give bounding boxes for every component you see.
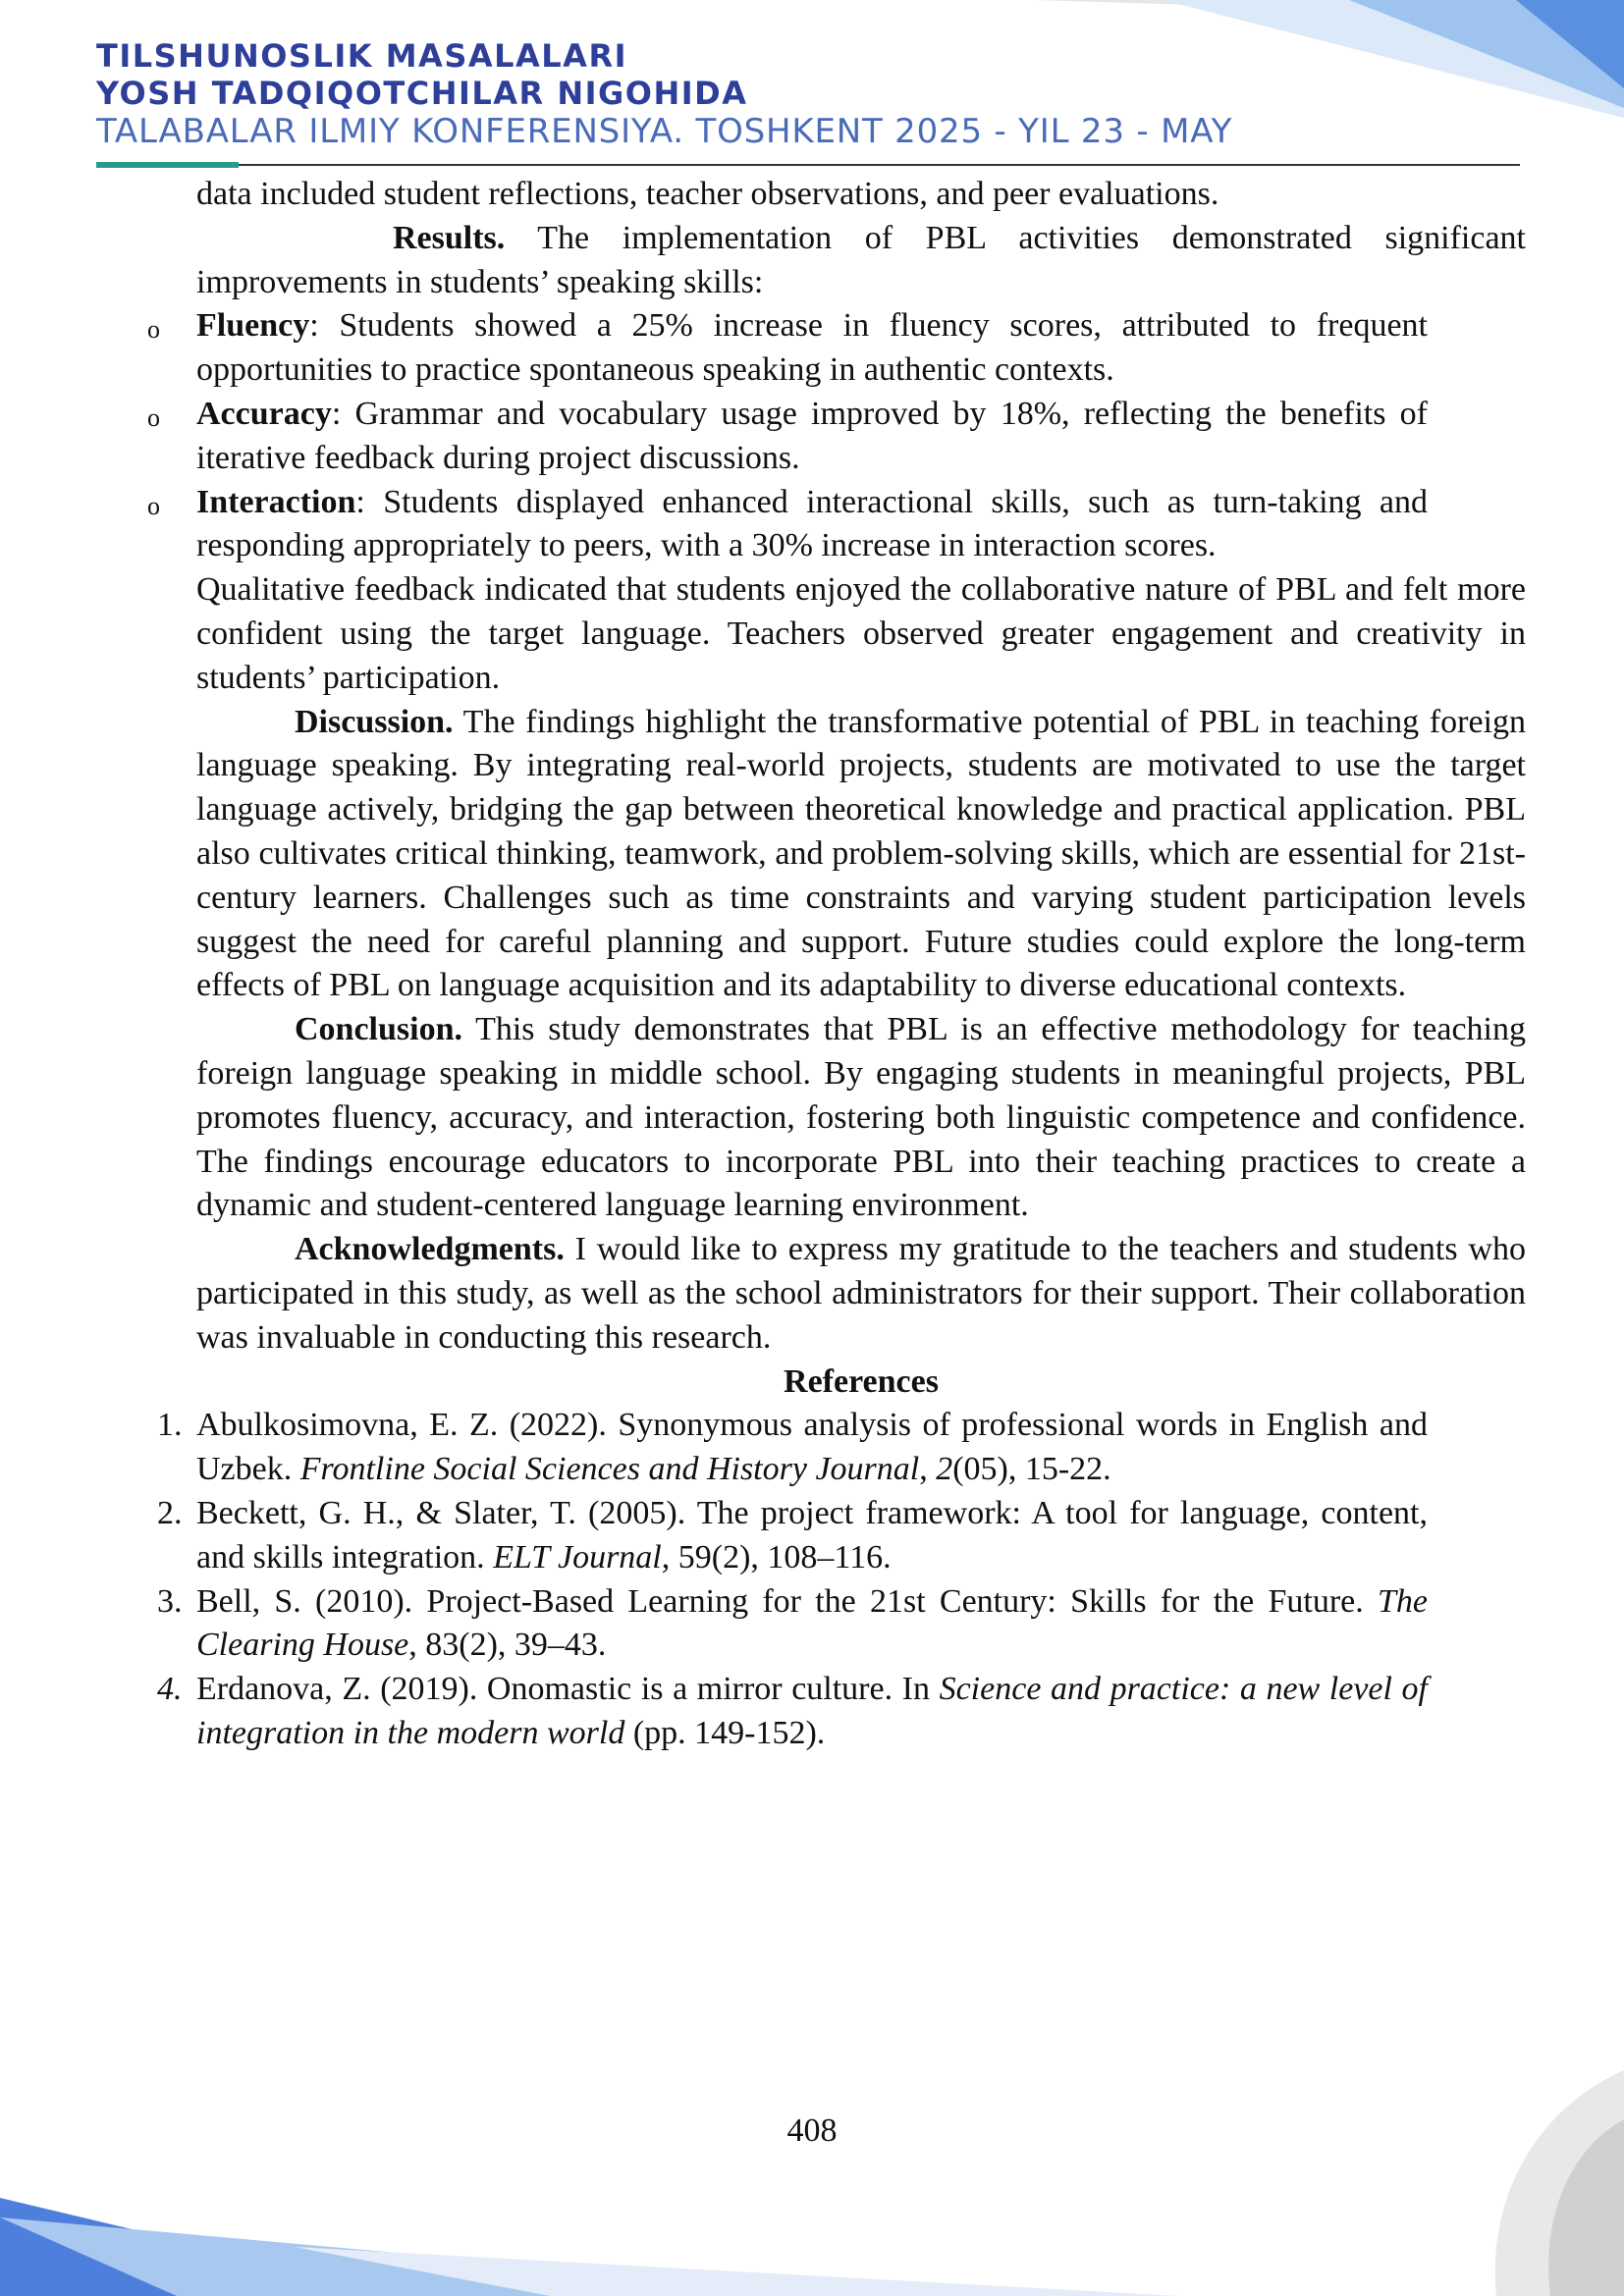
bullet-text: : Students showed a 25% increase in fluency scores, attributed to frequent opportunities to practice spontaneous speaking in authentic contexts. <box>196 307 1428 389</box>
results-heading: Results. <box>393 219 506 256</box>
reference-text: , <box>919 1451 937 1488</box>
reference-text: Erdanova, Z. (2019). Onomastic is a mirror culture. In <box>196 1671 940 1708</box>
header-title-line1: TILSHUNOSLIK MASALALARI <box>96 37 627 75</box>
reference-journal: The Clearing House <box>196 1582 1428 1664</box>
reference-journal: Frontline Social Sciences and History Journal <box>299 1451 920 1488</box>
conference-header <box>96 37 1232 151</box>
conclusion-heading: Conclusion. <box>295 1011 462 1048</box>
reference-text: (pp. 149-152). <box>624 1714 826 1751</box>
footer-decoration-right <box>1300 2070 1624 2296</box>
list-item <box>98 393 1428 481</box>
reference-number: 2. <box>157 1494 183 1531</box>
reference-text: Beckett, G. H., & Slater, T. (2005). The project framework: A tool for language, content, and skills integration. <box>196 1494 1428 1575</box>
reference-item <box>98 1404 1428 1492</box>
bullet-term: Accuracy <box>196 395 332 432</box>
paragraph-conclusion <box>196 1008 1526 1228</box>
reference-journal: ELT Journal <box>493 1538 662 1575</box>
reference-number: 4. <box>157 1671 183 1708</box>
reference-book-title: Science and practice: a new level of integration in the modern world <box>196 1671 1428 1751</box>
bullet-text: : Grammar and vocabulary usage improved by 18%, reflecting the benefits of iterative feedback during project discussions. <box>196 395 1428 476</box>
paragraph-discussion <box>196 701 1526 1009</box>
references-title-text: References <box>784 1362 939 1400</box>
paragraph-qualitative: Qualitative feedback indicated that students enjoyed the collaborative nature of PBL and felt more confident using the target language. Teachers observed greater engagement and creativity in students’ participation. <box>196 571 1526 696</box>
results-text: The implementation of PBL activities demonstrated significant improvements in students’ speaking skills: <box>196 219 1526 300</box>
bullet-term: Interaction <box>196 483 356 520</box>
reference-number: 1. <box>157 1407 183 1444</box>
reference-text: (05), 15-22. <box>952 1451 1111 1488</box>
reference-item <box>98 1492 1428 1580</box>
bullet-marker: o <box>147 315 160 345</box>
header-rule-accent <box>96 162 239 168</box>
paragraph-results <box>196 217 1526 305</box>
references-title <box>196 1361 1526 1405</box>
reference-text: Bell, S. (2010). Project-Based Learning for the 21st Century: Skills for the Future. <box>196 1582 1378 1620</box>
page-number: 408 <box>786 2112 838 2149</box>
bullet-marker: o <box>147 402 160 432</box>
header-subtitle: TALABALAR ILMIY KONFERENSIYA. TOSHKENT 2025 - YIL 23 - MAY <box>96 112 1233 151</box>
reference-item <box>98 1580 1428 1669</box>
paragraph-acknowledgments <box>196 1228 1526 1360</box>
page-content <box>147 173 1526 1756</box>
discussion-heading: Discussion. <box>295 703 454 740</box>
discussion-text: The findings highlight the transformative potential of PBL in teaching foreign language speaking. By integrating real-world projects, students are motivated to use the target language actively, bridging the gap between theoretical knowledge and practical application. PBL also cultivates critical thinking, teamwork, and problem-solving skills, which are essential for 21st-century learners. Challenges such as time constraints and varying student participation levels suggest the need for careful planning and support. Future studies could explore the long-term effects of PBL on language acquisition and its adaptability to diverse educational contexts. <box>196 703 1526 1004</box>
list-item <box>98 304 1428 393</box>
reference-text: , 83(2), 39–43. <box>408 1627 607 1664</box>
footer-decoration-left <box>0 2178 1178 2296</box>
conclusion-text: This study demonstrates that PBL is an effective methodology for teaching foreign language speaking in middle school. By engaging students in meaningful projects, PBL promotes fluency, accuracy, and interaction, fostering both linguistic competence and confidence. The findings encourage educators to incorporate PBL into their teaching practices to create a dynamic and student-centered language learning environment. <box>196 1011 1526 1224</box>
bullet-term: Fluency <box>196 307 310 345</box>
acknowledgments-heading: Acknowledgments. <box>295 1231 565 1268</box>
acknowledgments-text: I would like to express my gratitude to the teachers and students who participated in this study, as well as the school administrators for their support. Their collaboration was invaluable in conducting this research. <box>196 1231 1526 1356</box>
paragraph-methods-end: data included student reflections, teacher observations, and peer evaluations. <box>196 176 1219 212</box>
bullet-text: : Students displayed enhanced interactional skills, such as turn-taking and responding appropriately to peers, with a 30% increase in interaction scores. <box>196 483 1428 564</box>
list-item <box>98 481 1428 569</box>
reference-number: 3. <box>157 1582 183 1620</box>
reference-text: , 59(2), 108–116. <box>661 1538 892 1575</box>
header-rule <box>96 164 1520 166</box>
reference-text: Abulkosimovna, E. Z. (2022). Synonymous analysis of professional words in English and Uzbek. <box>196 1407 1428 1488</box>
header-title-line2: YOSH TADQIQOTCHILAR NIGOHIDA <box>96 75 748 112</box>
bullet-marker: o <box>147 491 160 520</box>
reference-item <box>98 1668 1428 1756</box>
reference-volume: 2 <box>936 1451 953 1488</box>
